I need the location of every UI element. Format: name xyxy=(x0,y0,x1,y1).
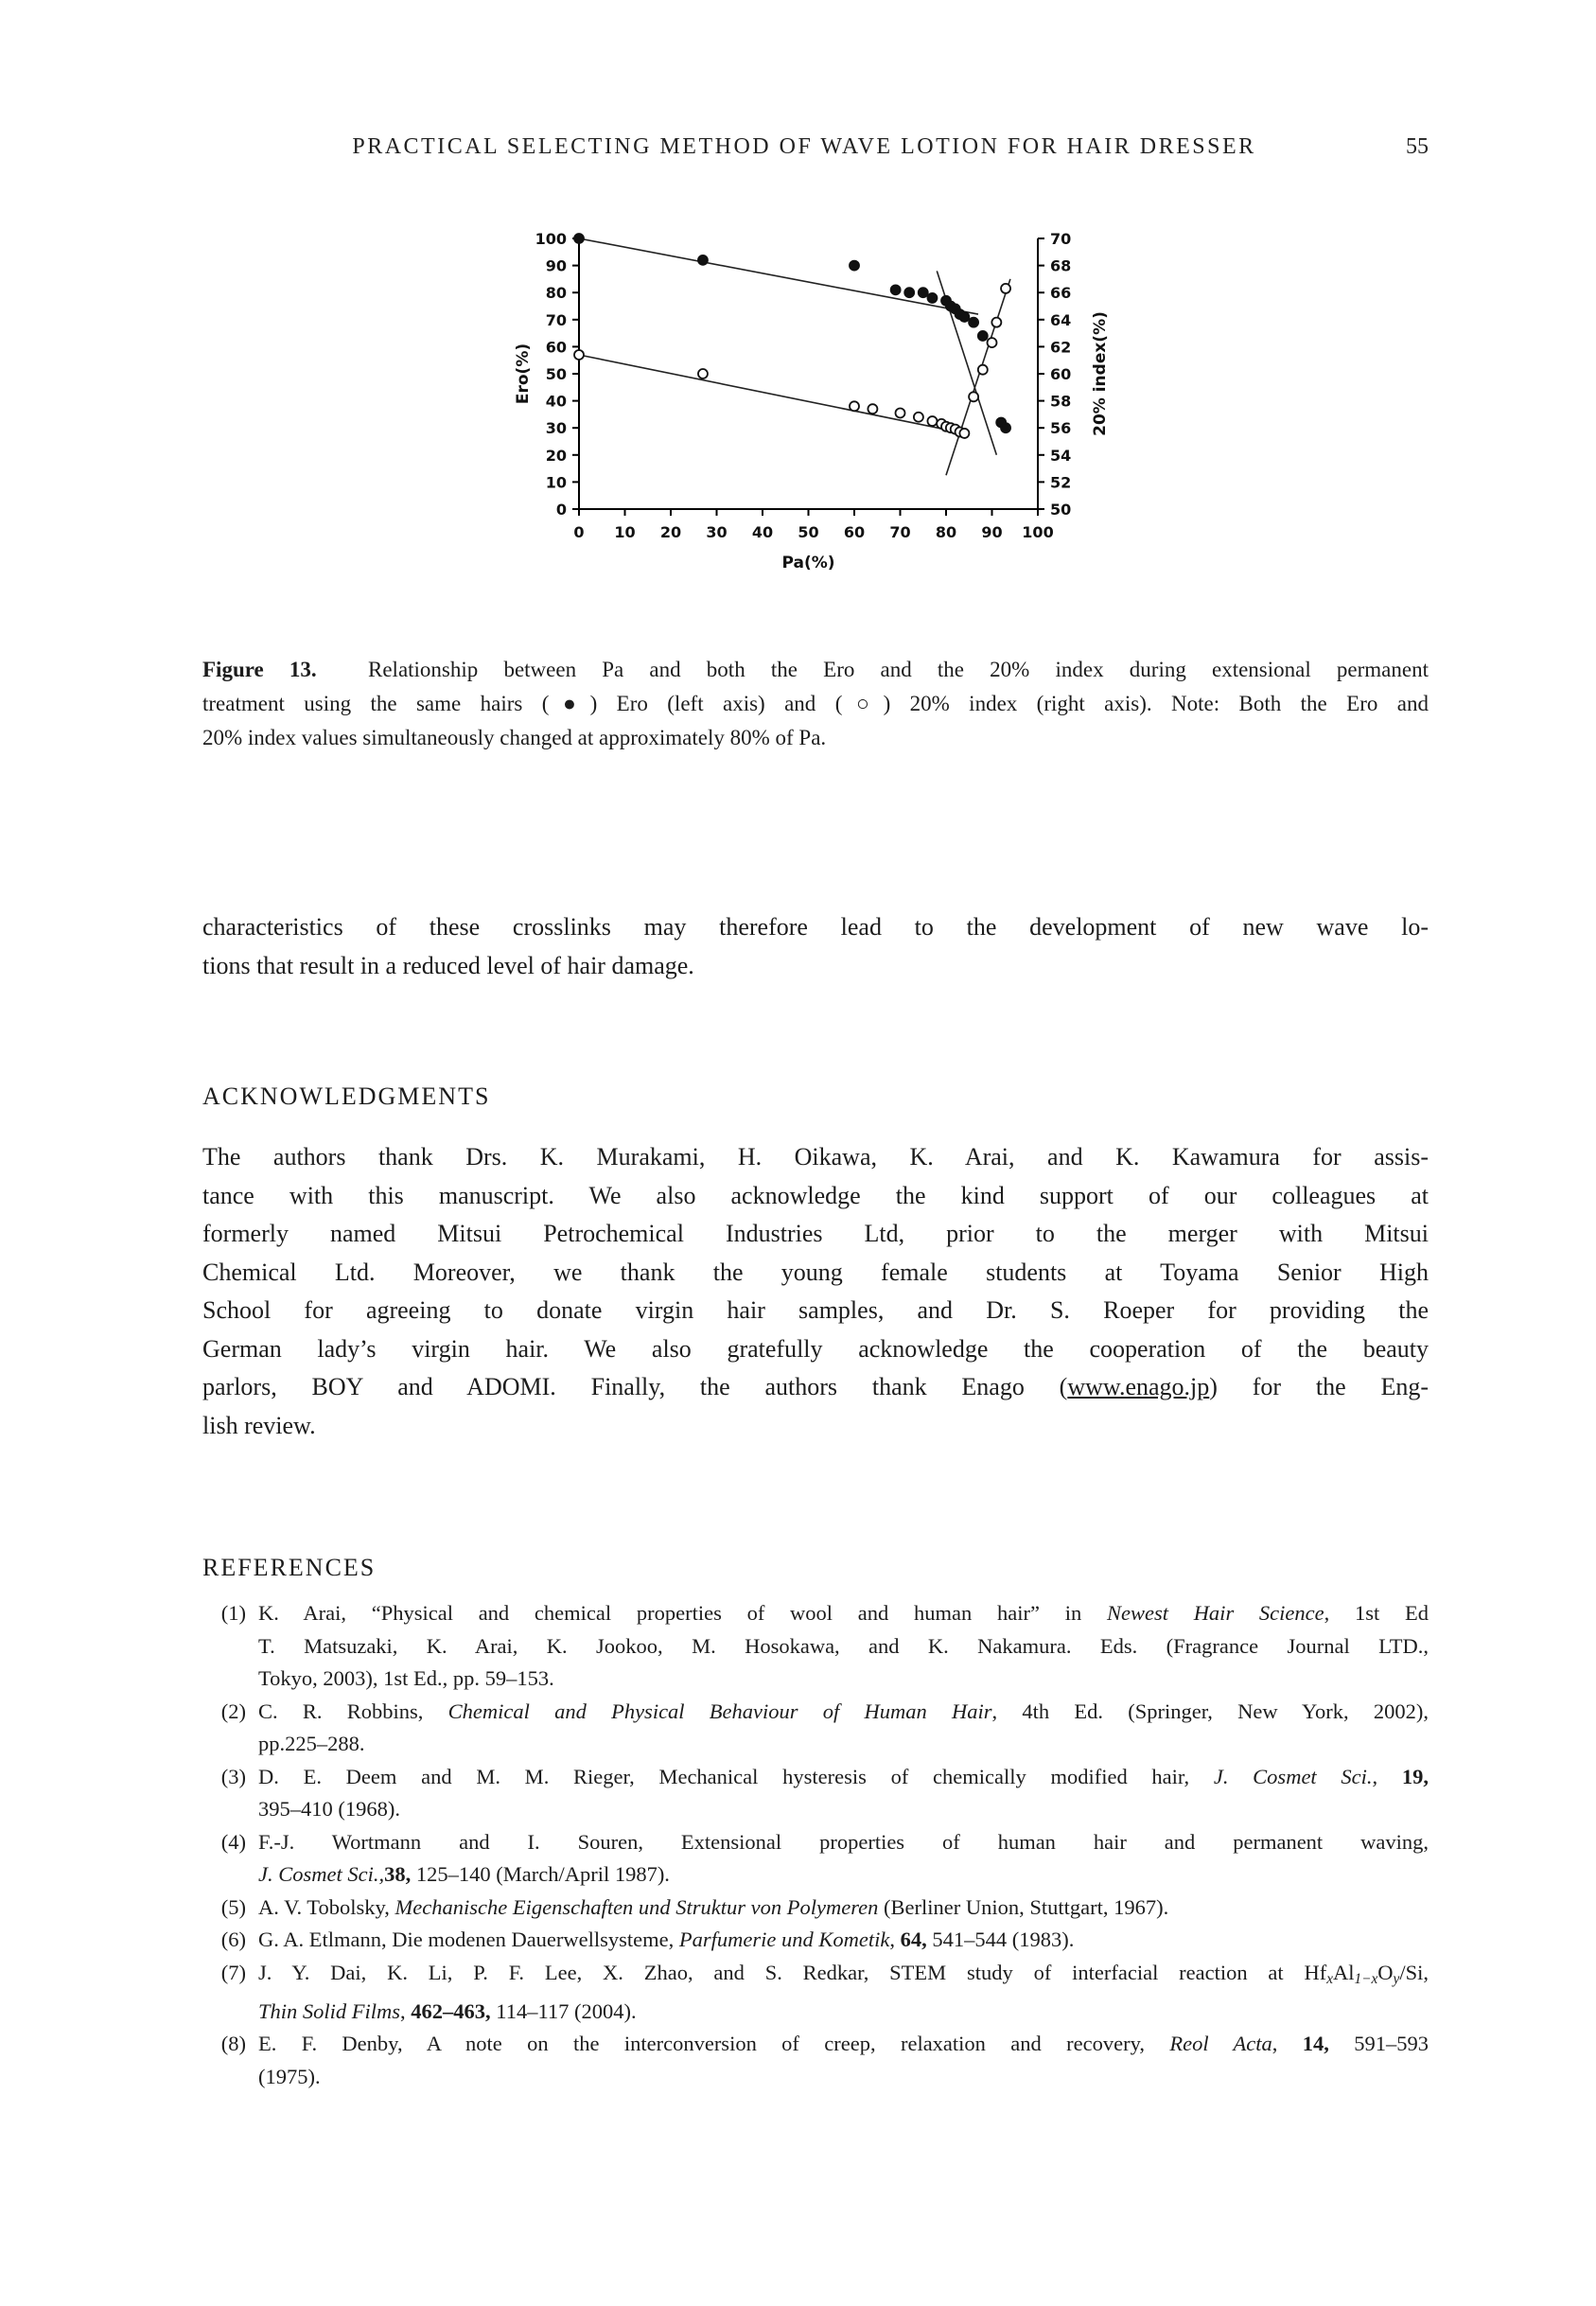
text-segment: The authors thank Drs. K. Murakami, H. Oikawa, K. Arai, and K. Kawamura for assis- xyxy=(202,1143,1429,1171)
text-segment: , xyxy=(1272,2032,1303,2056)
y-right-tick-label: 68 xyxy=(1050,256,1072,275)
x-tick-label: 20 xyxy=(659,523,682,541)
text-segment: , xyxy=(400,1998,412,2023)
text-segment: Parfumerie und Kometik xyxy=(678,1928,890,1951)
ero-data-point xyxy=(969,318,978,327)
text-segment: 541–544 (1983). xyxy=(926,1928,1075,1951)
reference-text xyxy=(258,1696,1429,1761)
trend-line xyxy=(579,355,964,433)
trend-line xyxy=(579,238,978,314)
reference-item xyxy=(202,1826,1429,1892)
references-heading: REFERENCES xyxy=(202,1554,377,1581)
text-line xyxy=(202,1330,1429,1369)
index-data-point xyxy=(868,404,877,414)
text-segment: (1975). xyxy=(258,2064,321,2088)
y-right-tick-label: 60 xyxy=(1050,365,1072,383)
text-segment: German lady’s virgin hair. We also gratefully acknowledge the cooperation of the beauty xyxy=(202,1334,1429,1363)
text-line xyxy=(258,1728,1429,1761)
text-segment: pp.225–288. xyxy=(258,1732,365,1755)
text-segment: x xyxy=(1326,1970,1334,1987)
index-data-point xyxy=(991,318,1001,327)
index-data-point xyxy=(698,369,708,378)
x-tick-label: 0 xyxy=(573,523,585,541)
reference-number: (3) xyxy=(220,1764,246,1788)
text-segment: 395–410 (1968). xyxy=(258,1797,400,1821)
text-line xyxy=(258,1793,1429,1826)
y-right-tick-label: 64 xyxy=(1050,310,1072,329)
open-circle-symbol: ○ xyxy=(842,692,884,715)
reference-item xyxy=(202,1696,1429,1761)
text-segment: J. Cosmet Sci. xyxy=(1213,1764,1373,1788)
filled-circle-symbol: ● xyxy=(549,692,590,715)
text-line xyxy=(258,1630,1429,1663)
text-line xyxy=(258,1761,1429,1794)
text-segment: ) 20% index (right axis). Note: Both the Ero and xyxy=(883,692,1429,715)
y-left-tick-label: 60 xyxy=(545,338,567,357)
figure-13-caption xyxy=(202,653,1429,755)
text-segment: /Si, xyxy=(1399,1960,1429,1984)
text-segment: Mechanische Eigenschaften und Struktur von Polymeren xyxy=(395,1894,879,1919)
x-tick-label: 100 xyxy=(1022,523,1054,541)
y-left-tick-label: 0 xyxy=(555,501,567,519)
text-segment: J. Y. Dai, K. Li, P. F. Lee, X. Zhao, and S. Redkar, STEM study of interfacial reaction at Hf xyxy=(258,1960,1327,1984)
text-segment: ) for the Eng- xyxy=(1209,1373,1429,1400)
x-tick-label: 40 xyxy=(751,523,774,541)
reference-number: (1) xyxy=(220,1601,246,1625)
ero-data-point xyxy=(891,285,901,294)
index-data-point xyxy=(978,365,988,375)
acknowledgments-paragraph xyxy=(202,1138,1429,1445)
y-left-tick-label: 20 xyxy=(545,446,567,465)
ero-data-point xyxy=(574,234,584,243)
ero-data-point xyxy=(959,312,969,322)
text-segment: T. Matsuzaki, K. Arai, K. Jookoo, M. Hosokawa, and K. Nakamura. Eds. (Fragrance Journal LTD., xyxy=(258,1633,1429,1658)
reference-text xyxy=(258,1761,1429,1826)
text-segment: Tokyo, 2003), 1st Ed., pp. 59–153. xyxy=(258,1666,554,1690)
text-segment: Chemical Ltd. Moreover, we thank the young female students at Toyama Senior High xyxy=(202,1258,1429,1286)
y-left-tick-label: 40 xyxy=(545,392,567,411)
text-line xyxy=(202,1177,1429,1216)
text-line xyxy=(258,1924,1429,1957)
text-segment: C. R. Robbins, xyxy=(258,1699,448,1723)
ero-data-point xyxy=(1001,423,1010,432)
text-line xyxy=(202,687,1429,721)
index-data-point xyxy=(959,429,969,438)
index-data-point xyxy=(896,408,905,417)
y-right-tick-label: 58 xyxy=(1050,392,1072,411)
text-segment: Relationship between Pa and both the Ero and the 20% index during extensional permanent xyxy=(316,658,1429,681)
y-left-tick-label: 70 xyxy=(545,310,567,329)
y-right-tick-label: 54 xyxy=(1050,446,1072,465)
text-line xyxy=(202,721,1429,755)
text-line xyxy=(202,1368,1429,1407)
text-segment: G. A. Etlmann, Die modenen Dauerwellsysteme, xyxy=(258,1928,679,1951)
ero-data-point xyxy=(919,288,928,297)
text-segment: 1−x xyxy=(1354,1970,1378,1987)
y-left-tick-label: 90 xyxy=(545,256,567,275)
text-segment: 38, xyxy=(384,1862,412,1886)
x-tick-label: 30 xyxy=(706,523,728,541)
text-line xyxy=(258,1696,1429,1729)
y-right-tick-label: 62 xyxy=(1050,338,1072,357)
reference-item xyxy=(202,1597,1429,1696)
text-line xyxy=(202,947,1429,986)
text-segment: School for agreeing to donate virgin hair samples, and Dr. S. Roeper for providing the xyxy=(202,1296,1429,1324)
reference-number: (8) xyxy=(220,2032,246,2056)
y-right-tick-label: 70 xyxy=(1050,230,1072,248)
index-data-point xyxy=(927,416,937,426)
figure-13 xyxy=(202,225,1429,585)
text-line xyxy=(258,1858,1429,1892)
running-head xyxy=(202,134,1429,160)
reference-text xyxy=(258,1826,1429,1892)
text-line xyxy=(202,1254,1429,1293)
figure-13-chart xyxy=(503,225,1128,585)
page-title: PRACTICAL SELECTING METHOD OF WAVE LOTION FOR HAIR DRESSER xyxy=(352,134,1256,159)
text-line xyxy=(202,908,1429,947)
text-segment: 20% index values simultaneously changed at approximately 80% of Pa. xyxy=(202,726,827,749)
reference-number: (4) xyxy=(220,1829,246,1854)
text-line xyxy=(202,1138,1429,1177)
text-segment: characteristics of these crosslinks may therefore lead to the development of new wave lo- xyxy=(202,913,1429,941)
x-tick-label: 90 xyxy=(981,523,1003,541)
ero-data-point xyxy=(698,255,708,265)
x-tick-label: 10 xyxy=(614,523,636,541)
y-left-tick-label: 30 xyxy=(545,419,567,438)
text-segment: E. F. Denby, A note on the interconversion of creep, relaxation and recovery, xyxy=(258,2032,1170,2056)
text-segment: Figure 13. xyxy=(202,658,317,681)
x-tick-label: 50 xyxy=(798,523,819,541)
text-line xyxy=(258,1996,1429,2029)
index-data-point xyxy=(1001,284,1010,293)
ero-data-point xyxy=(927,293,937,303)
text-segment: lish review. xyxy=(202,1411,316,1439)
text-segment: , 1st Ed xyxy=(1324,1601,1429,1625)
reference-text xyxy=(258,1597,1429,1696)
reference-text xyxy=(258,1924,1429,1957)
y-right-tick-label: 56 xyxy=(1050,419,1072,438)
ero-data-point xyxy=(850,261,859,271)
text-segment: Thin Solid Films xyxy=(258,1998,401,2023)
acknowledgments-heading: ACKNOWLEDGMENTS xyxy=(202,1083,491,1110)
text-line xyxy=(202,1215,1429,1254)
text-line xyxy=(258,1597,1429,1630)
index-data-point xyxy=(850,401,859,411)
x-axis-title: Pa(%) xyxy=(781,554,835,572)
text-segment: 114–117 (2004). xyxy=(490,1998,637,2023)
text-segment: treatment using the same hairs ( xyxy=(202,692,550,715)
x-tick-label: 60 xyxy=(843,523,866,541)
text-segment: , 4th Ed. (Springer, New York, 2002), xyxy=(991,1699,1429,1723)
index-data-point xyxy=(914,413,923,422)
ero-data-point xyxy=(904,288,914,297)
y-right-tick-label: 52 xyxy=(1050,473,1072,492)
text-segment: y xyxy=(1393,1970,1400,1987)
reference-item xyxy=(202,1761,1429,1826)
body-paragraph xyxy=(202,908,1429,985)
text-segment: Reol Acta xyxy=(1169,2032,1272,2056)
y-left-tick-label: 80 xyxy=(545,284,567,303)
reference-item xyxy=(202,1957,1429,2029)
text-segment: parlors, BOY and ADOMI. Finally, the authors thank Enago ( xyxy=(202,1373,1068,1400)
reference-text xyxy=(258,2028,1429,2093)
text-line xyxy=(258,1957,1429,1996)
text-segment: 64, xyxy=(900,1928,927,1951)
text-line xyxy=(258,1663,1429,1696)
text-line xyxy=(258,1892,1429,1925)
text-segment: O xyxy=(1377,1960,1394,1984)
text-segment: 591–593 xyxy=(1328,2032,1429,2056)
text-segment: , xyxy=(889,1928,901,1951)
reference-item xyxy=(202,1924,1429,1957)
y-left-tick-label: 10 xyxy=(545,473,567,492)
reference-text xyxy=(258,1957,1429,2029)
text-line xyxy=(202,1292,1429,1330)
y-left-tick-label: 100 xyxy=(535,230,567,248)
reference-number: (2) xyxy=(220,1699,246,1723)
index-data-point xyxy=(988,338,997,347)
page-number: 55 xyxy=(1406,134,1429,159)
reference-text xyxy=(258,1892,1429,1925)
y-right-tick-label: 66 xyxy=(1050,284,1072,303)
enago-link[interactable]: www.enago.jp xyxy=(1067,1373,1210,1400)
text-segment: tions that result in a reduced level of hair damage. xyxy=(202,951,694,979)
reference-item xyxy=(202,1892,1429,1925)
text-segment: J. Cosmet Sci., xyxy=(258,1862,385,1886)
ero-data-point xyxy=(978,331,988,341)
y-left-tick-label: 50 xyxy=(545,365,567,383)
reference-number: (5) xyxy=(220,1894,246,1919)
reference-number: (7) xyxy=(220,1960,246,1984)
text-segment: ) Ero (left axis) and ( xyxy=(589,692,843,715)
text-segment: F.-J. Wortmann and I. Souren, Extensional properties of human hair and permanent waving, xyxy=(258,1829,1429,1854)
text-segment: formerly named Mitsui Petrochemical Industries Ltd, prior to the merger with Mitsui xyxy=(202,1220,1429,1247)
text-line xyxy=(258,2028,1429,2061)
text-segment: (Berliner Union, Stuttgart, 1967). xyxy=(878,1894,1169,1919)
text-segment: , xyxy=(1372,1764,1402,1788)
text-line xyxy=(202,1407,1429,1446)
text-segment: K. Arai, “Physical and chemical properties of wool and human hair” in xyxy=(258,1601,1107,1625)
y-right-tick-label: 50 xyxy=(1050,501,1072,519)
reference-number: (6) xyxy=(220,1928,246,1951)
text-line xyxy=(202,653,1429,687)
index-data-point xyxy=(969,392,978,401)
text-segment: 125–140 (March/April 1987). xyxy=(411,1862,670,1886)
y-left-axis-title: Ero(%) xyxy=(514,343,533,405)
text-segment: 19, xyxy=(1401,1764,1429,1788)
y-right-axis-title: 20% index(%) xyxy=(1091,311,1110,436)
references-list xyxy=(202,1597,1429,2093)
text-segment: tance with this manuscript. We also acknowledge the kind support of our colleagues at xyxy=(202,1181,1429,1209)
text-segment: Al xyxy=(1333,1960,1355,1984)
text-line xyxy=(258,1826,1429,1859)
index-data-point xyxy=(574,350,584,360)
text-segment: 14, xyxy=(1302,2032,1329,2056)
x-tick-label: 80 xyxy=(935,523,957,541)
x-tick-label: 70 xyxy=(889,523,911,541)
text-segment: A. V. Tobolsky, xyxy=(258,1894,395,1919)
text-segment: 462–463, xyxy=(411,1998,491,2023)
text-segment: D. E. Deem and M. M. Rieger, Mechanical hysteresis of chemically modified hair, xyxy=(258,1764,1214,1788)
text-segment: Newest Hair Science xyxy=(1106,1601,1324,1625)
text-line xyxy=(258,2061,1429,2094)
reference-item xyxy=(202,2028,1429,2093)
text-segment: Chemical and Physical Behaviour of Human Hair xyxy=(447,1699,992,1723)
